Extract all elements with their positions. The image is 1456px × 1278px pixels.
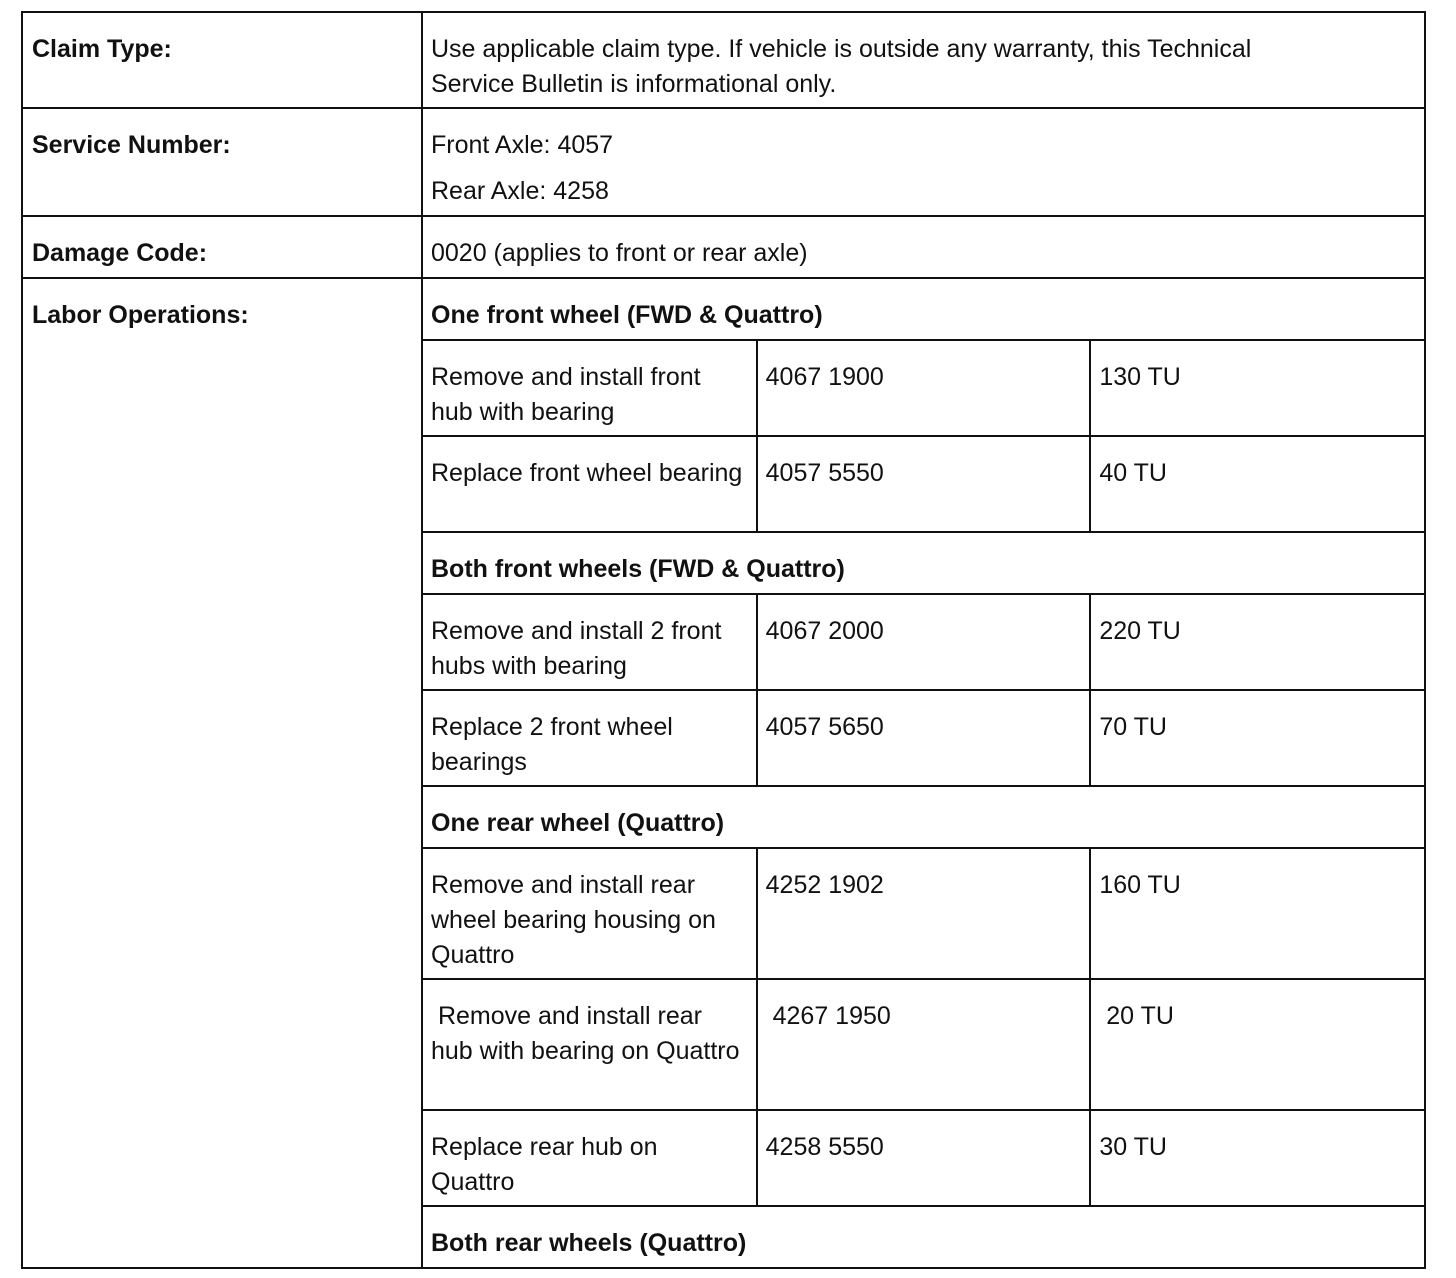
labor-group-heading — [423, 786, 1424, 848]
group-heading-both-rear: Both rear wheels (Quattro) — [423, 1206, 1424, 1267]
damage-code-value: 0020 (applies to front or rear axle) — [422, 216, 1425, 278]
op-code: 4067 2000 — [757, 594, 1091, 690]
labor-operations-row — [22, 278, 1425, 1268]
op-time-units: 220 TU — [1090, 594, 1424, 690]
op-code: 4057 5650 — [757, 690, 1091, 786]
labor-operations-label: Labor Operations: — [22, 278, 422, 1268]
labor-group-heading — [423, 279, 1424, 340]
damage-code-row — [22, 216, 1425, 278]
service-number-row — [22, 108, 1425, 216]
group-heading-one-front: One front wheel (FWD & Quattro) — [431, 301, 823, 329]
service-number-value — [422, 108, 1425, 216]
op-time-units: 160 TU — [1090, 848, 1424, 979]
labor-op-row — [423, 979, 1424, 1110]
labor-op-row — [423, 594, 1424, 690]
labor-group-heading — [423, 1206, 1424, 1267]
op-description: Remove and install 2 front hubs with bearing — [423, 594, 757, 690]
op-code: 4267 1950 — [757, 979, 1091, 1110]
claim-type-text-line2: Service Bulletin is informational only. — [431, 70, 837, 98]
op-time-units: 30 TU — [1090, 1110, 1424, 1206]
service-number-label: Service Number: — [22, 108, 422, 216]
op-description: Replace rear hub on Quattro — [423, 1110, 757, 1206]
rear-axle-number: Rear Axle: 4258 — [431, 177, 609, 205]
labor-operations-cell — [422, 278, 1425, 1268]
damage-code-label: Damage Code: — [22, 216, 422, 278]
labor-op-row — [423, 1110, 1424, 1206]
op-description: Replace front wheel bearing — [423, 436, 757, 532]
op-description: Replace 2 front wheel bearings — [423, 690, 757, 786]
op-time-units: 130 TU — [1090, 340, 1424, 436]
claim-type-row — [22, 12, 1425, 108]
op-code: 4252 1902 — [757, 848, 1091, 979]
front-axle-number: Front Axle: 4057 — [431, 131, 614, 159]
group-heading-both-front: Both front wheels (FWD & Quattro) — [423, 532, 1424, 594]
claim-type-value — [422, 12, 1425, 108]
op-time-units: 20 TU — [1090, 979, 1424, 1110]
op-description: Remove and install rear hub with bearing on Quattro — [423, 979, 757, 1110]
labor-operations-table — [423, 279, 1424, 1267]
labor-op-row — [423, 690, 1424, 786]
op-description: Remove and install front hub with bearing — [423, 340, 757, 436]
claim-type-label: Claim Type: — [22, 12, 422, 108]
labor-group-heading — [423, 532, 1424, 594]
labor-op-row — [423, 848, 1424, 979]
labor-op-row — [423, 436, 1424, 532]
tsb-claim-table — [21, 11, 1426, 1269]
group-heading-one-rear: One rear wheel (Quattro) — [423, 786, 1424, 848]
op-time-units: 70 TU — [1090, 690, 1424, 786]
op-code: 4057 5550 — [757, 436, 1091, 532]
op-code: 4258 5550 — [757, 1110, 1091, 1206]
op-description: Remove and install rear wheel bearing housing on Quattro — [423, 848, 757, 979]
labor-op-row — [423, 340, 1424, 436]
op-time-units: 40 TU — [1090, 436, 1424, 532]
claim-type-text-line1: Use applicable claim type. If vehicle is outside any warranty, this Technical — [431, 35, 1252, 63]
op-code: 4067 1900 — [757, 340, 1091, 436]
